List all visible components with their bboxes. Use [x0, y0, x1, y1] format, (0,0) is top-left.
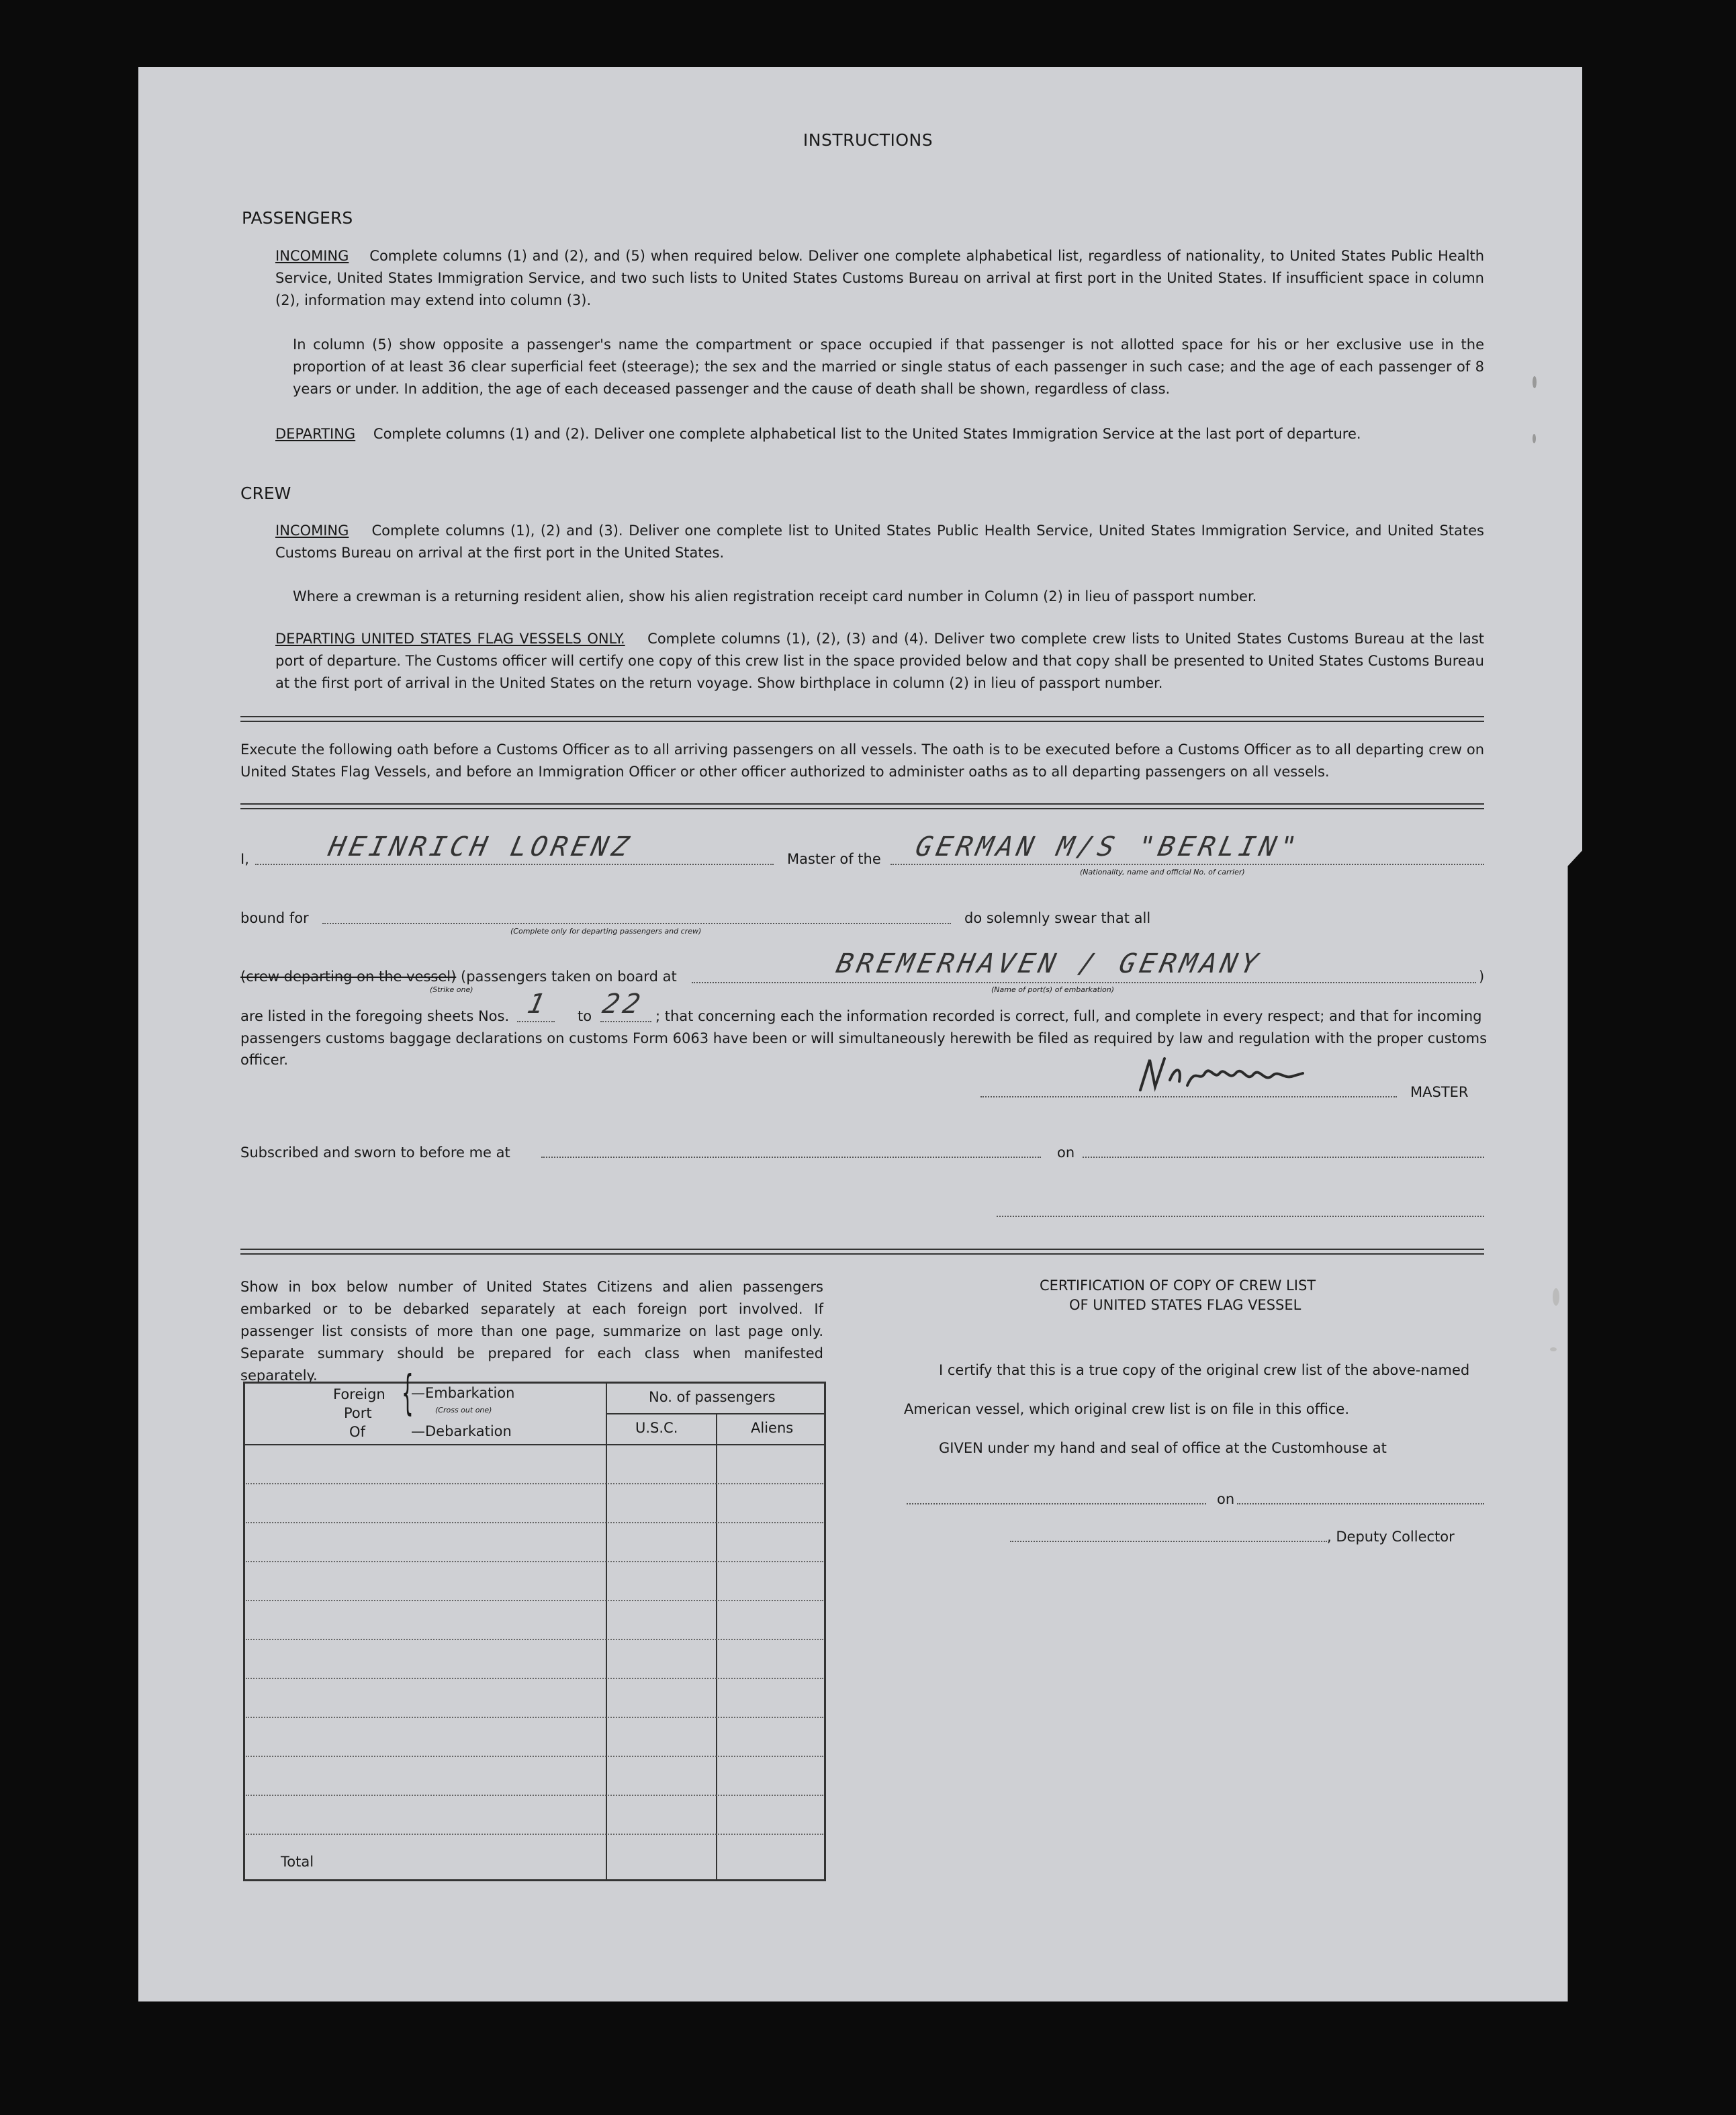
table-divider	[716, 1414, 717, 1881]
col-no-passengers: No. of passengers	[649, 1389, 776, 1405]
vessel-handwritten: GERMAN M/S "BERLIN"	[913, 831, 1304, 862]
crew-incoming-label: INCOMING	[275, 523, 349, 539]
master-name-field[interactable]	[255, 864, 774, 865]
passengers-incoming-label: INCOMING	[275, 248, 349, 264]
officer-signature-field[interactable]	[997, 1216, 1484, 1217]
col-of: Of	[349, 1424, 365, 1440]
embarkation-label: —Embarkation	[411, 1385, 515, 1401]
passengers-incoming-text: Complete columns (1) and (2), and (5) when required below. Deliver one complete alphabetical list, regardless of nationality, to United States Public Health Service, United States Immigration Service, and two such lists to United States Customs Bureau on arrival at first port in the United States. If insufficient space in column (2), information may extend into column (3).	[275, 248, 1485, 308]
vessel-caption: (Nationality, name and official No. of carrier)	[1080, 868, 1245, 876]
bound-for-caption: (Complete only for departing passengers and crew)	[510, 927, 702, 936]
table-row[interactable]	[246, 1756, 823, 1757]
col-aliens: Aliens	[751, 1420, 794, 1436]
crew-resident-paragraph: Where a crewman is a returning resident alien, show his alien registration receipt card number in Column (2) in lieu of passport number.	[293, 588, 1257, 604]
table-row[interactable]	[246, 1522, 823, 1523]
table-row[interactable]	[246, 1483, 823, 1484]
certification-line3: GIVEN under my hand and seal of office at the Customhouse at	[939, 1440, 1387, 1456]
crew-incoming-text: Complete columns (1), (2) and (3). Deliver one complete list to United States Public Health Service, United States Immigration Service, and United States Customs Bureau on arrival at the first port in the United States.	[275, 523, 1484, 561]
brace-icon: {	[402, 1365, 414, 1421]
listed-label: are listed in the foregoing sheets Nos.	[240, 1008, 510, 1024]
port-caption: (Name of port(s) of embarkation)	[991, 985, 1114, 994]
close-paren: )	[1479, 969, 1485, 985]
bound-for-field[interactable]	[322, 923, 951, 924]
swear-label: do solemnly swear that all	[964, 910, 1151, 926]
certification-title-line2: OF UNITED STATES FLAG VESSEL	[1069, 1297, 1301, 1313]
debarkation-label: —Debarkation	[411, 1423, 512, 1439]
sheet-from-field[interactable]	[517, 1021, 555, 1022]
listed-rest: ; that concerning each the information recorded is correct, full, and complete in every respect; and that for incoming	[655, 1008, 1482, 1024]
passenger-summary-table	[243, 1382, 826, 1881]
table-row[interactable]	[246, 1561, 823, 1562]
scan-speck	[1550, 1347, 1557, 1351]
subscribed-on-label: on	[1057, 1144, 1075, 1161]
page-title: INSTRUCTIONS	[803, 130, 933, 150]
crew-incoming-paragraph	[275, 520, 1484, 564]
crew-heading: CREW	[240, 484, 291, 503]
certification-date-field[interactable]	[1237, 1503, 1484, 1504]
to-label: to	[578, 1008, 592, 1024]
port-handwritten: BREMERHAVEN / GERMANY	[833, 948, 1265, 979]
port-field[interactable]	[692, 982, 1476, 983]
passengers-column5-paragraph: In column (5) show opposite a passenger's name the compartment or space occupied if that passenger is not allotted space for his or her exclusive use in the proportion of at least 36 clear superficial feet (steerage); the sex and the married or single status of each passenger in such case; and the age of each passenger of 8 years or under. In addition, the age of each deceased passenger and the cause of death shall be shown, regardless of class.	[293, 336, 1484, 397]
deputy-signature-field[interactable]	[1010, 1541, 1327, 1542]
master-signature	[1135, 1053, 1363, 1100]
oath-i-label: I,	[240, 851, 249, 867]
listed-line2: passengers customs baggage declarations on customs Form 6063 have been or will simultaneously herewith be filed as required by law and regulation with the proper customs	[240, 1030, 1488, 1046]
summary-instructions: Show in box below number of United States Citizens and alien passengers embarked or to be debarked separately at each foreign port involved. If passenger list consists of more than one page, summarize on last page only. Separate summary should be prepared for each class when manifested separately.	[240, 1279, 823, 1384]
section-divider	[240, 803, 1484, 809]
strike-caption: (Strike one)	[430, 985, 473, 994]
col-usc: U.S.C.	[635, 1420, 678, 1436]
passengers-heading: PASSENGERS	[242, 208, 353, 228]
passengers-departing-label: DEPARTING	[275, 426, 356, 442]
table-row[interactable]	[246, 1717, 823, 1718]
table-divider	[606, 1413, 826, 1414]
master-label: MASTER	[1410, 1084, 1469, 1100]
scan-speck	[1533, 434, 1536, 443]
sheet-to-handwritten: 22	[600, 989, 647, 1020]
vessel-field[interactable]	[890, 864, 1484, 865]
table-row[interactable]	[246, 1834, 823, 1835]
table-divider	[243, 1444, 826, 1445]
section-divider	[240, 716, 1484, 722]
total-label: Total	[281, 1854, 314, 1870]
section-divider	[240, 1249, 1484, 1255]
crew-departing-label: DEPARTING UNITED STATES FLAG VESSELS ONLY.	[275, 631, 625, 647]
subscribed-label: Subscribed and sworn to before me at	[240, 1144, 510, 1161]
passengers-departing-text: Complete columns (1) and (2). Deliver one complete alphabetical list to the United States Immigration Service at the last port of departure.	[373, 426, 1361, 442]
scan-speck	[1553, 1288, 1559, 1306]
crew-departing-struck: (crew departing on the vessel)	[240, 969, 457, 985]
sheet-from-handwritten: 1	[524, 989, 551, 1020]
deputy-collector-label: , Deputy Collector	[1327, 1529, 1455, 1545]
subscribed-place-field[interactable]	[541, 1157, 1041, 1158]
listed-line3: officer.	[240, 1052, 288, 1068]
sheet-to-field[interactable]	[600, 1021, 651, 1022]
table-row[interactable]	[246, 1795, 823, 1796]
table-row[interactable]	[246, 1678, 823, 1679]
scan-speck	[1533, 376, 1537, 388]
table-row[interactable]	[246, 1639, 823, 1640]
subscribed-date-field[interactable]	[1083, 1157, 1484, 1158]
table-divider	[606, 1382, 607, 1881]
passengers-taken-label: (passengers taken on board at	[461, 969, 677, 985]
crew-departing-paragraph	[275, 628, 1484, 694]
oath-intro: Execute the following oath before a Customs Officer as to all arriving passengers on all vessels. The oath is to be executed before a Customs Officer as to all departing crew on United States Flag Vessels, and before an Immigration Officer or other officer authorized to administer oaths as to all departing passengers on all vessels.	[240, 741, 1484, 780]
table-row[interactable]	[246, 1600, 823, 1601]
passengers-departing-paragraph	[275, 423, 1484, 445]
crew-departing-text: Complete columns (1), (2), (3) and (4). Deliver two complete crew lists to United States Customs Bureau at the last port of departure. The Customs officer will certify one copy of this crew list in the space provided below and that copy shall be presented to United States Customs Bureau at the first port of arrival in the United States on the return voyage. Show birthplace in column (2) in lieu of passport number.	[275, 631, 1484, 691]
customhouse-field[interactable]	[907, 1503, 1206, 1504]
master-name-handwritten: HEINRICH LORENZ	[326, 831, 636, 862]
certification-line1: I certify that this is a true copy of the original crew list of the above-named	[939, 1362, 1470, 1378]
passengers-incoming-paragraph	[275, 245, 1484, 312]
master-of-label: Master of the	[787, 851, 881, 867]
col-port: Port	[344, 1405, 372, 1421]
certification-line2: American vessel, which original crew list is on file in this office.	[904, 1401, 1350, 1417]
certification-title-line1: CERTIFICATION OF COPY OF CREW LIST	[1040, 1277, 1316, 1294]
certification-on-label: on	[1217, 1491, 1235, 1507]
bound-for-label: bound for	[240, 910, 309, 926]
col-foreign: Foreign	[333, 1386, 385, 1402]
cross-out-caption: (Cross out one)	[435, 1406, 492, 1414]
